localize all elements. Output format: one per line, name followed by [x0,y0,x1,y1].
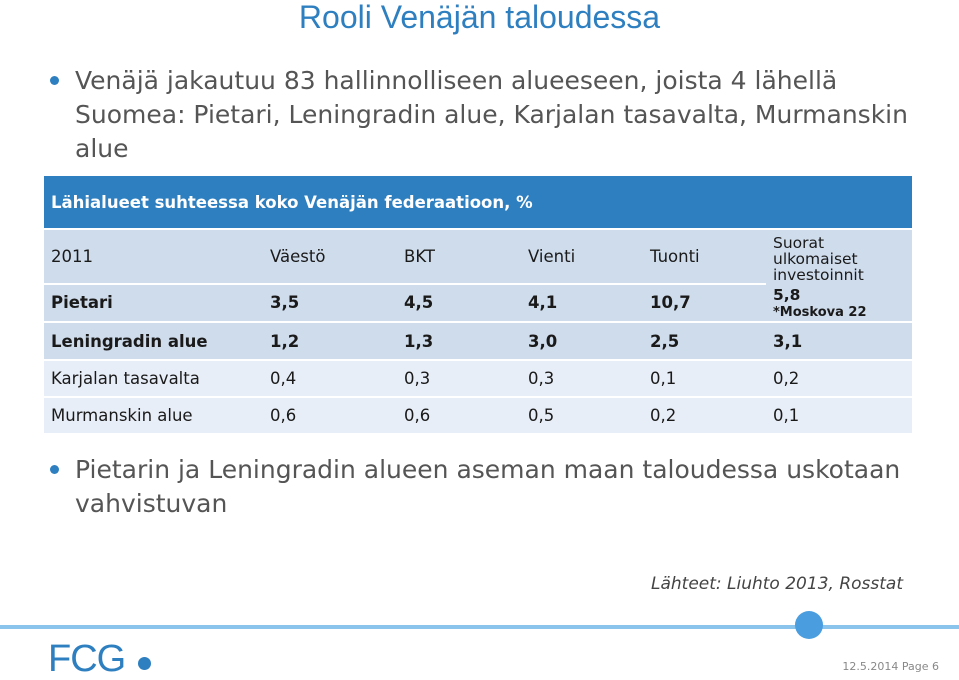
fcg-logo: FCG [48,638,126,680]
cell: 0,6 [263,397,397,434]
row-label: Pietari [44,284,263,322]
fdi-label: Suorat ulkomaiset investoinnit [773,234,864,284]
cell: 1,2 [263,322,397,360]
footer-date: 12.5.2014 [842,660,899,673]
bullet-outlook [50,453,910,521]
bullet-dot-icon [50,465,59,474]
logo-dot-icon [138,657,151,670]
row-label: Leningradin alue [44,322,263,360]
table-header-row [44,229,912,284]
cell: 0,5 [521,397,643,434]
cell: 0,3 [397,360,521,397]
cell: 0,2 [643,397,766,434]
row-label: Murmanskin alue [44,397,263,434]
header-exports: Vienti [521,229,643,284]
fdi-value-pietari: 5,8 [773,286,801,304]
cell: 10,7 [643,284,766,322]
cell: 0,1 [766,397,912,434]
table-row [44,360,912,397]
table-row [44,397,912,434]
cell: 4,5 [397,284,521,322]
cell: 3,0 [521,322,643,360]
cell: 0,3 [521,360,643,397]
table-row [44,322,912,360]
cell: 3,5 [263,284,397,322]
cell: 0,1 [643,360,766,397]
bullet-dot-icon [50,76,59,85]
header-population: Väestö [263,229,397,284]
bullet-text: Pietarin ja Leningradin alueen aseman maan taloudessa uskotaan vahvistuvan [75,455,901,518]
header-year: 2011 [44,229,263,284]
row-label: Karjalan tasavalta [44,360,263,397]
fdi-footnote: *Moskova 22 [773,305,867,320]
cell: 0,2 [766,360,912,397]
footer-circle-icon [795,611,823,639]
cell: 0,6 [397,397,521,434]
cell: 1,3 [397,322,521,360]
cell: 0,4 [263,360,397,397]
header-gdp: BKT [397,229,521,284]
page-info [842,660,939,673]
bullet-text: Venäjä jakautuu 83 hallinnolliseen alueeseen, joista 4 lähellä Suomea: Pietari, Leningradin alue, Karjalan tasavalta, Murmanskin alue [75,66,908,163]
sources-note: Lähteet: Liuhto 2013, Rosstat [650,574,903,594]
page-title: Rooli Venäjän taloudessa [298,0,661,35]
cell: 3,1 [766,322,912,360]
table-caption-row [44,176,912,229]
header-imports: Tuonti [643,229,766,284]
table-caption: Lähialueet suhteessa koko Venäjän federaatioon, % [44,176,912,229]
cell: 2,5 [643,322,766,360]
header-fdi [766,229,912,322]
cell: 4,1 [521,284,643,322]
bullet-regions [50,64,910,166]
page-number: Page 6 [901,660,939,673]
regions-table [44,176,912,435]
